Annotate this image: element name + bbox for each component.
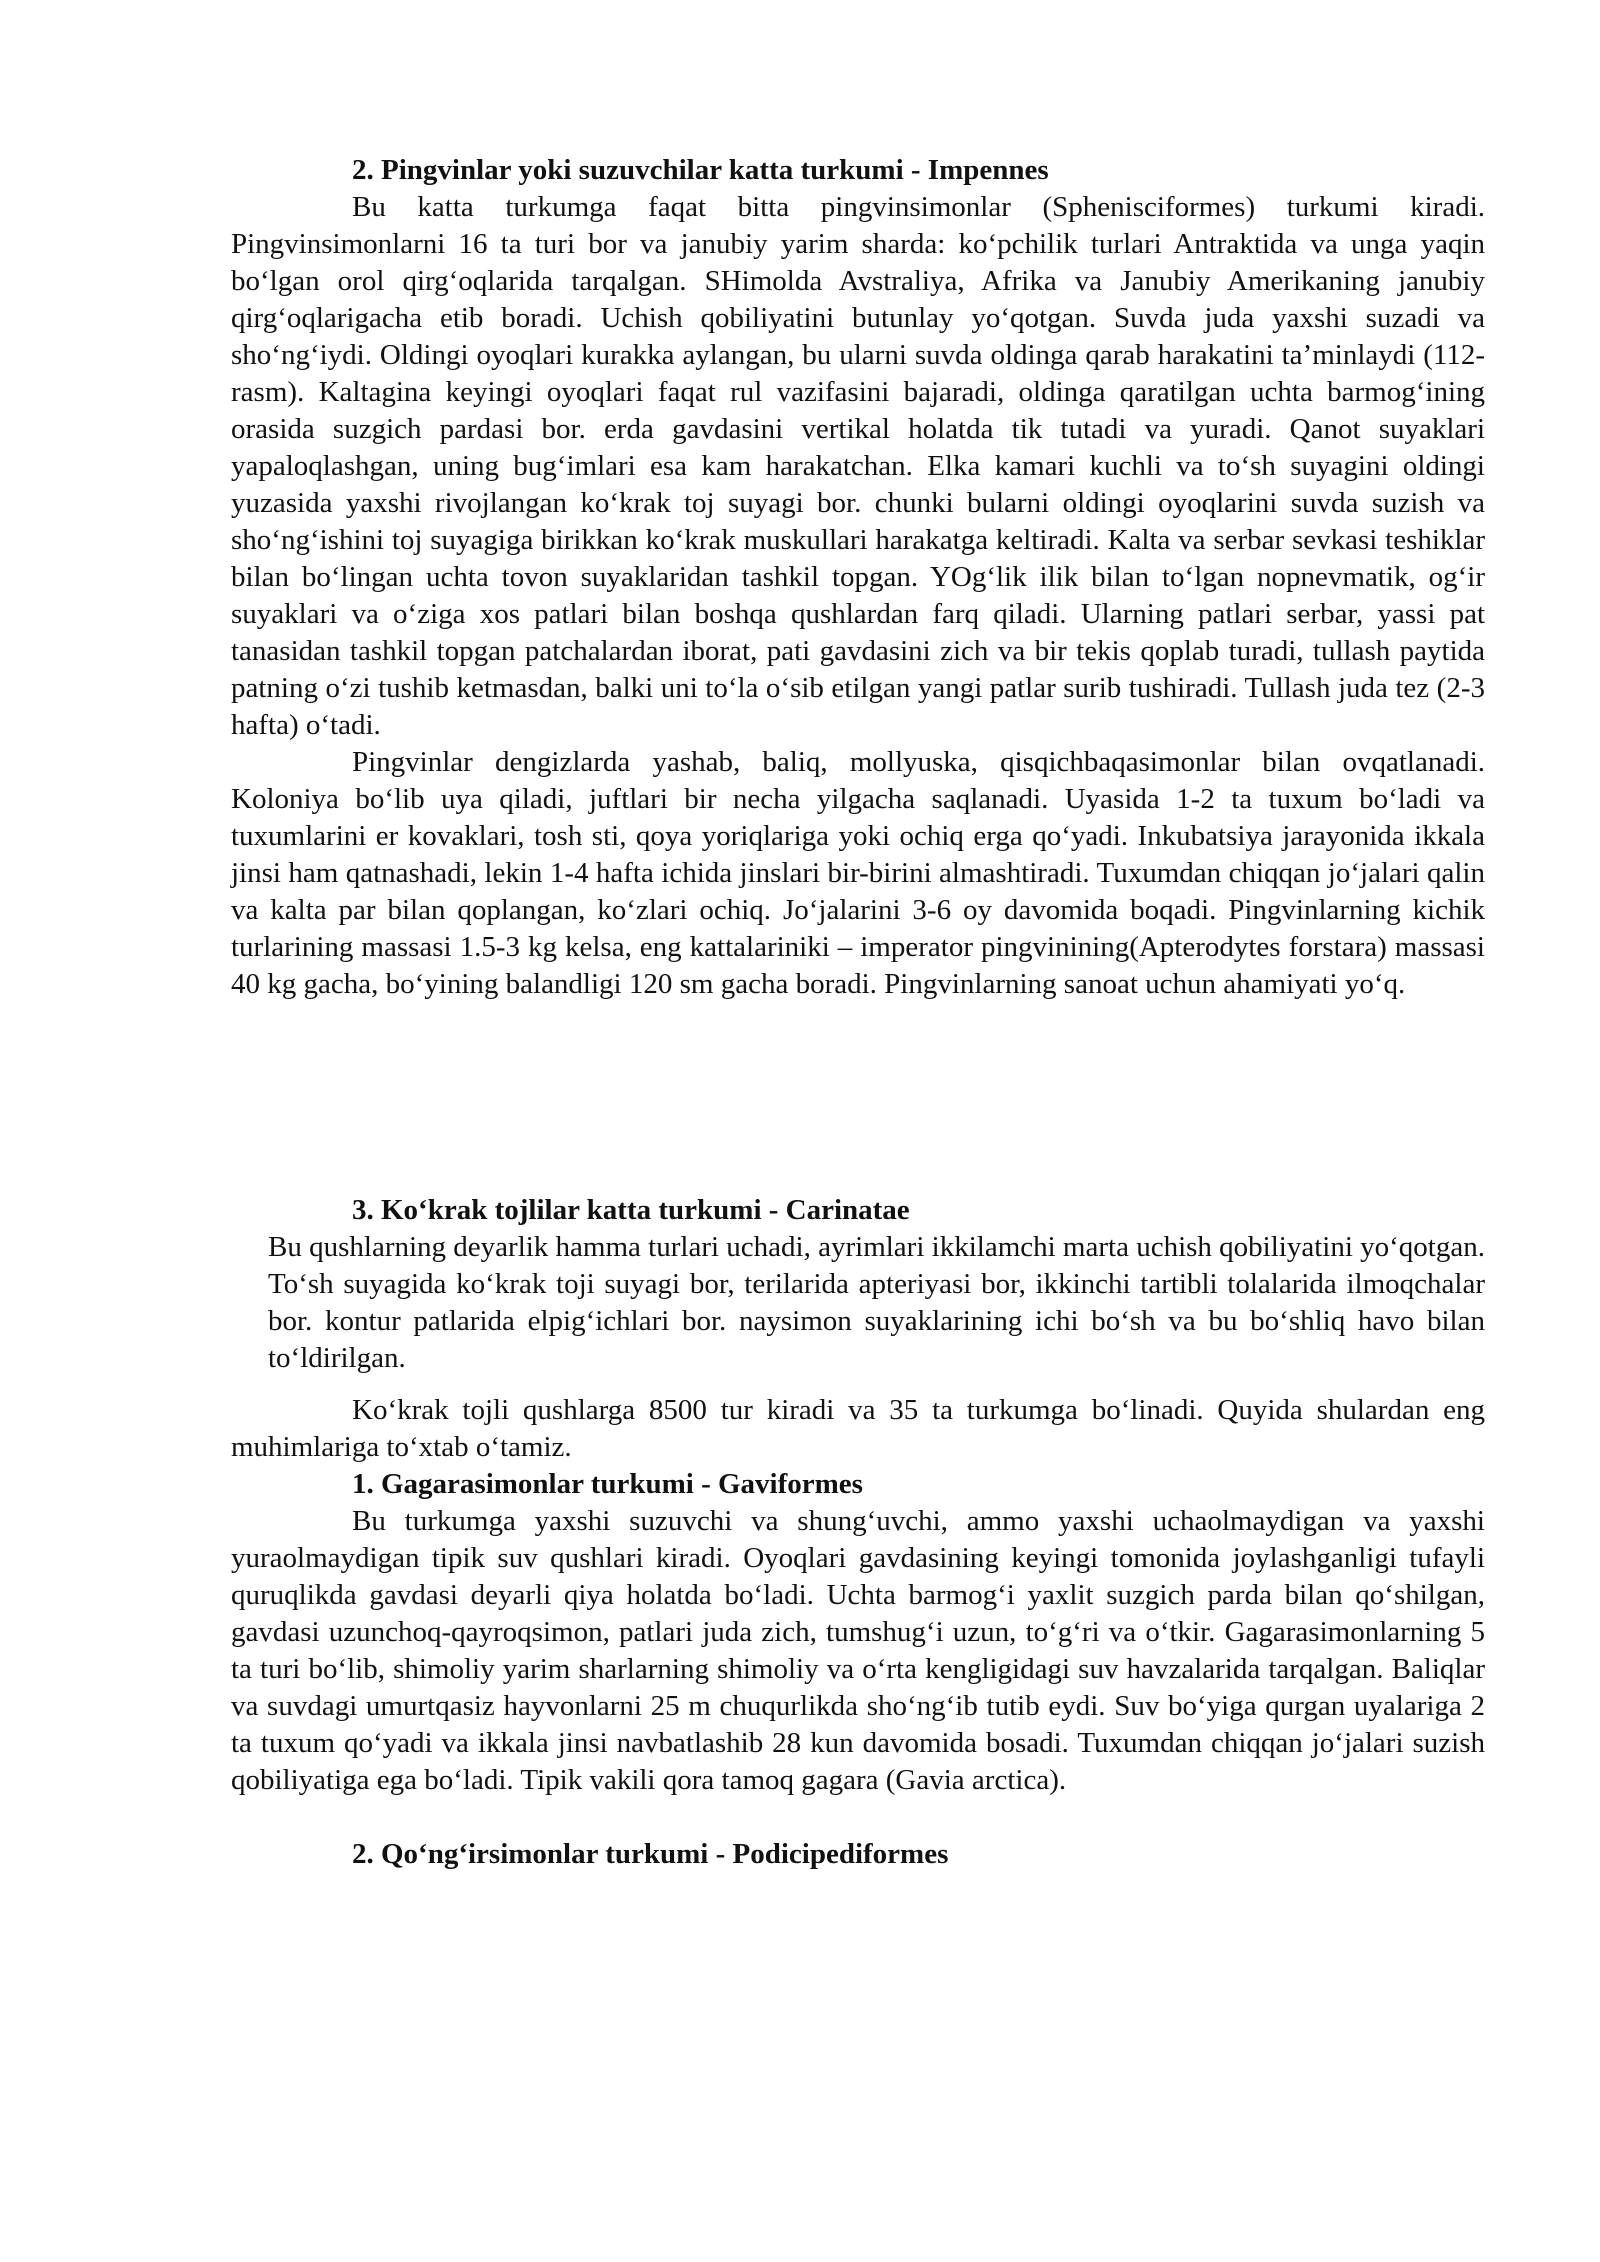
section-heading-impennes: 2. Pingvinlar yoki suzuvchilar katta turkumi - Impennes [352,154,1049,186]
section-heading-carinatae: 3. Ko‘krak tojlilar katta turkumi - Carinatae [352,1194,910,1226]
section-body-impennes [231,189,1485,1003]
section-body-carinatae [231,1392,1485,1466]
paragraph-penguin-anatomy: Bu katta turkumga faqat bitta pingvinsimonlar (Sphenisciformes) turkumi kiradi. Pingvinsimonlarni 16 ta turi bor va janubiy yarim sharda: ko‘pchilik turlari Antraktida va unga yaqin bo‘lgan orol qirg‘oqlarida tarqalgan. SHimolda Avstraliya, Afrika va Janubiy Amerikaning janubiy qirg‘oqlarigacha etib boradi. Uchish qobiliyatini butunlay yo‘qotgan. Suvda juda yaxshi suzadi va sho‘ng‘iydi. Oldingi oyoqlari kurakka aylangan, bu ularni suvda oldinga qarab harakatini ta’minlaydi (112-rasm). Kaltagina keyingi oyoqlari faqat rul vazifasini bajaradi, oldinga qaratilgan uchta barmog‘ining orasida suzgich pardasi bor. erda gavdasini vertikal holatda tik tutadi va yuradi. Qanot suyaklari yapaloqlashgan, uning bug‘imlari esa kam harakatchan. Elka kamari kuchli va to‘sh suyagini oldingi yuzasida yaxshi rivojlangan ko‘krak toj suyagi bor. chunki bularni oldingi oyoqlarini suvda suzish va sho‘ng‘ishini toj suyagiga birikkan ko‘krak muskullari harakatga keltiradi. Kalta va serbar sevkasi teshiklar bilan bo‘lingan uchta tovon suyaklaridan tashkil topgan. YOg‘lik ilik bilan to‘lgan nopnevmatik, og‘ir suyaklari va o‘ziga xos patlari bilan boshqa qushlardan farq qiladi. Ularning patlari serbar, yassi pat tanasidan tashkil topgan patchalardan iborat, pati gavdasini zich va bir tekis qoplab turadi, tullash paytida patning o‘zi tushib ketmasdan, balki uni to‘la o‘sib etilgan yangi patlar surib tushiradi. Tullash juda tez (2-3 hafta) o‘tadi. [231,191,1485,741]
subsection-heading-podicipediformes: 2. Qo‘ng‘irsimonlar turkumi - Podicipediformes [352,1838,949,1870]
paragraph-gaviformes: Bu turkumga yaxshi suzuvchi va shung‘uvchi, ammo yaxshi uchaolmaydigan va yaxshi yuraolmaydigan tipik suv qushlari kiradi. Oyoqlari gavdasining keyingi tomonida joylashganligi tufayli quruqlikda gavdasi deyarli qiya holatda bo‘ladi. Uchta barmog‘i yaxlit suzgich parda bilan qo‘shilgan, gavdasi uzunchoq-qayroqsimon, patlari juda zich, tumshug‘i uzun, to‘g‘ri va o‘tkir. Gagarasimonlarning 5 ta turi bo‘lib, shimoliy yarim sharlarning shimoliy va o‘rta kengligidagi suv havzalarida tarqalgan. Baliqlar va suvdagi umurtqasiz hayvonlarni 25 m chuqurlikda sho‘ng‘ib tutib eydi. Suv bo‘yiga qurgan uyalariga 2 ta tuxum qo‘yadi va ikkala jinsi navbatlashib 28 kun davomida bosadi. Tuxumdan chiqqan jo‘jalari suzish qobiliyatiga ega bo‘ladi. Tipik vakili qora tamoq gagara (Gavia arctica). [231,1505,1485,1796]
paragraph-carinatae-description: Bu qushlarning deyarlik hamma turlari uchadi, ayrimlari ikkilamchi marta uchish qobiliyatini yo‘qotgan. To‘sh suyagida ko‘krak toji suyagi bor, terilarida apteriyasi bor, ikkinchi tartibli tolalarida ilmoqchalar bor. kontur patlarida elpig‘ichlari bor. naysimon suyaklarining ichi bo‘sh va bu bo‘shliq havo bilan to‘ldirilgan. [268,1231,1485,1374]
paragraph-carinatae-species-count: Ko‘krak tojli qushlarga 8500 tur kiradi va 35 ta turkumga bo‘linadi. Quyida shulardan eng muhimlariga to‘xtab o‘tamiz. [231,1394,1485,1463]
paragraph-penguin-biology: Pingvinlar dengizlarda yashab, baliq, mollyuska, qisqichbaqasimonlar bilan ovqatlanadi. Koloniya bo‘lib uya qiladi, juftlari bir necha yilgacha saqlanadi. Uyasida 1-2 ta tuxum bo‘ladi va tuxumlarini er kovaklari, tosh sti, qoya yoriqlariga yoki ochiq erga qo‘yadi. Inkubatsiya jarayonida ikkala jinsi ham qatnashadi, lekin 1-4 hafta ichida jinslari bir-birini almashtiradi. Tuxumdan chiqqan jo‘jalari qalin va kalta par bilan qoplangan, ko‘zlari ochiq. Jo‘jalarini 3-6 oy davomida boqadi. Pingvinlarning kichik turlarining massasi 1.5-3 kg kelsa, eng kattalariniki – imperator pingvinining(Apterodytes forstara) massasi 40 kg gacha, bo‘yining balandligi 120 sm gacha boradi. Pingvinlarning sanoat uchun ahamiyati yo‘q. [231,746,1485,1000]
subsection-heading-gaviformes: 1. Gagarasimonlar turkumi - Gaviformes [352,1468,863,1500]
subsection-body-gaviformes [231,1503,1485,1799]
